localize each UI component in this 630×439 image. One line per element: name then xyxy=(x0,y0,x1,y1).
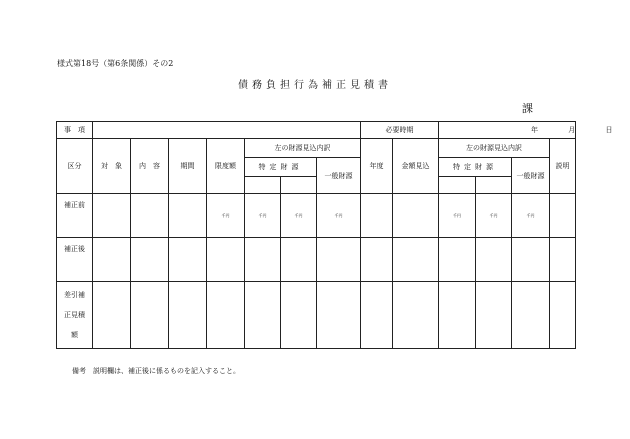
period-label: 必要時期 xyxy=(361,122,439,139)
cell[interactable] xyxy=(169,194,207,238)
diff-line-2: 正見積 xyxy=(64,311,85,319)
form-number: 様式第18号（第6条関係）その2 xyxy=(57,59,174,68)
col-breakdown-left: 左の財源見込内訳 xyxy=(245,139,361,158)
date-year: 年 xyxy=(531,126,539,134)
diff-line-3: 額 xyxy=(71,331,78,339)
row-difference-label xyxy=(57,282,93,349)
col-general-funds-left: 一般財源 xyxy=(317,158,361,194)
estimate-table xyxy=(56,121,613,349)
col-amount-estimate: 金額見込 xyxy=(393,139,439,194)
cell[interactable] xyxy=(550,194,576,238)
cell[interactable] xyxy=(393,194,439,238)
department-label: 課 xyxy=(522,102,533,115)
col-specific-funds-left: 特定財源 xyxy=(245,158,317,177)
cell[interactable] xyxy=(245,282,281,349)
date-day: 日 xyxy=(605,126,613,134)
cell[interactable] xyxy=(169,238,207,282)
sub-cell xyxy=(439,177,476,194)
sub-cell xyxy=(476,177,512,194)
col-content: 内 容 xyxy=(131,139,169,194)
col-limit: 限度額 xyxy=(207,139,245,194)
row-difference xyxy=(57,282,576,349)
col-category: 区分 xyxy=(57,139,93,194)
cell[interactable] xyxy=(550,282,576,349)
header-row-1 xyxy=(57,139,576,158)
row-after xyxy=(57,238,576,282)
cell[interactable] xyxy=(361,238,393,282)
row-before-label: 補正前 xyxy=(57,194,93,238)
document-title: 債務負担行為補正見積書 xyxy=(238,80,392,91)
cell[interactable] xyxy=(393,238,439,282)
cell[interactable] xyxy=(93,282,131,349)
col-target: 対 象 xyxy=(93,139,131,194)
cell[interactable] xyxy=(393,282,439,349)
sub-cell xyxy=(281,177,317,194)
cell[interactable] xyxy=(245,238,281,282)
item-row xyxy=(57,122,576,139)
unit-label[interactable]: 千円 xyxy=(439,194,476,238)
remarks-note: 備考 説明欄は、補正後に係るものを記入すること。 xyxy=(72,367,240,375)
cell[interactable] xyxy=(361,282,393,349)
unit-label[interactable]: 千円 xyxy=(207,194,245,238)
unit-label[interactable]: 千円 xyxy=(512,194,550,238)
cell[interactable] xyxy=(512,238,550,282)
item-input[interactable] xyxy=(93,122,361,139)
cell[interactable] xyxy=(476,282,512,349)
col-breakdown-right: 左の財源見込内訳 xyxy=(439,139,550,158)
cell[interactable] xyxy=(207,238,245,282)
unit-label[interactable]: 千円 xyxy=(245,194,281,238)
cell[interactable] xyxy=(317,282,361,349)
cell[interactable] xyxy=(281,282,317,349)
date-field[interactable] xyxy=(439,122,613,139)
row-before xyxy=(57,194,576,238)
cell[interactable] xyxy=(317,238,361,282)
cell[interactable] xyxy=(361,194,393,238)
unit-label[interactable]: 千円 xyxy=(317,194,361,238)
cell[interactable] xyxy=(131,282,169,349)
row-after-label: 補正後 xyxy=(57,238,93,282)
cell[interactable] xyxy=(512,282,550,349)
col-term: 期間 xyxy=(169,139,207,194)
cell[interactable] xyxy=(439,282,476,349)
cell[interactable] xyxy=(93,238,131,282)
unit-label[interactable]: 千円 xyxy=(476,194,512,238)
col-fiscal-year: 年度 xyxy=(361,139,393,194)
cell[interactable] xyxy=(131,238,169,282)
cell[interactable] xyxy=(93,194,131,238)
unit-label[interactable]: 千円 xyxy=(281,194,317,238)
cell[interactable] xyxy=(476,238,512,282)
diff-line-1: 差引補 xyxy=(64,291,85,299)
col-general-funds-right: 一般財源 xyxy=(512,158,550,194)
cell[interactable] xyxy=(439,238,476,282)
sub-cell xyxy=(245,177,281,194)
cell[interactable] xyxy=(131,194,169,238)
col-explanation: 説明 xyxy=(550,139,576,194)
cell[interactable] xyxy=(207,282,245,349)
cell[interactable] xyxy=(169,282,207,349)
col-specific-funds-right: 特定財源 xyxy=(439,158,512,177)
date-month: 月 xyxy=(568,126,576,134)
item-label: 事 項 xyxy=(57,122,93,139)
cell[interactable] xyxy=(550,238,576,282)
cell[interactable] xyxy=(281,238,317,282)
